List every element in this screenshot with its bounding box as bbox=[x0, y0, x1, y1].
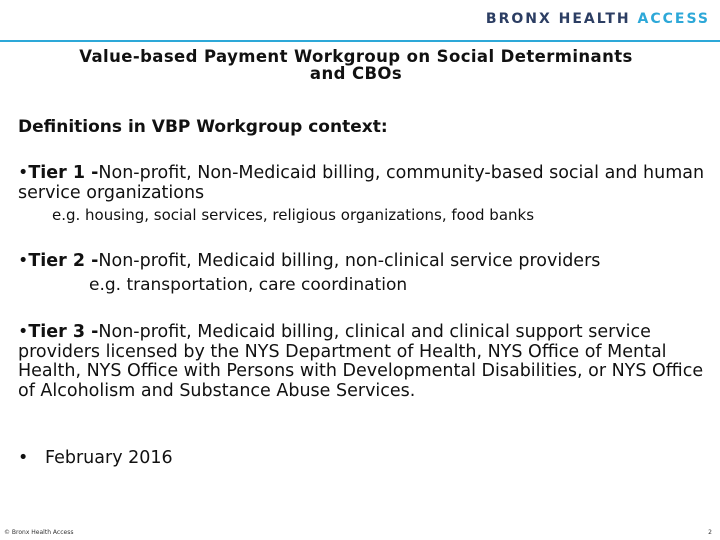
footer-copyright: © Bronx Health Access bbox=[4, 529, 74, 536]
tier-1-text: Non-profit, Non-Medicaid billing, community-based social and human service organizations bbox=[18, 163, 705, 203]
slide-title-line-2: and CBOs bbox=[309, 64, 403, 83]
slide-title bbox=[0, 48, 712, 82]
logo-word-access: ACCESS bbox=[637, 11, 710, 27]
tier-2-text: Non-profit, Medicaid billing, non-clinical service providers bbox=[98, 251, 601, 271]
tier-1-label: Tier 1 - bbox=[28, 163, 99, 183]
date-bullet: • bbox=[18, 448, 29, 468]
date-text: February 2016 bbox=[45, 448, 173, 468]
definitions-heading: Definitions in VBP Workgroup context: bbox=[18, 117, 388, 137]
tier-1-definition bbox=[18, 164, 708, 203]
bronx-health-access-logo bbox=[486, 11, 710, 27]
tier-3-label: Tier 3 - bbox=[28, 322, 99, 342]
header-divider bbox=[0, 40, 720, 42]
tier-2-example: e.g. transportation, care coordination bbox=[89, 275, 408, 295]
tier-1-example: e.g. housing, social services, religious organizations, food banks bbox=[52, 206, 535, 224]
tier-3-definition bbox=[18, 323, 708, 401]
logo-word-bronx-health: BRONX HEALTH bbox=[485, 11, 631, 27]
tier-3-bullet: • bbox=[18, 322, 29, 342]
tier-3-text: Non-profit, Medicaid billing, clinical and clinical support service providers licensed by the NYS Department of Health, NYS Office of Mental Health, NYS Office with Persons with Developmental Disabilities, or NYS Office of Alcoholism and Substance Abuse Services. bbox=[18, 322, 704, 401]
date-item bbox=[18, 448, 173, 468]
tier-2-label: Tier 2 - bbox=[28, 251, 99, 271]
page-number: 2 bbox=[708, 529, 712, 536]
tier-2-bullet: • bbox=[18, 251, 29, 271]
tier-2-definition bbox=[18, 252, 708, 272]
slide-title-line-1: Value-based Payment Workgroup on Social Determinants bbox=[79, 47, 633, 66]
tier-1-bullet: • bbox=[18, 163, 29, 183]
